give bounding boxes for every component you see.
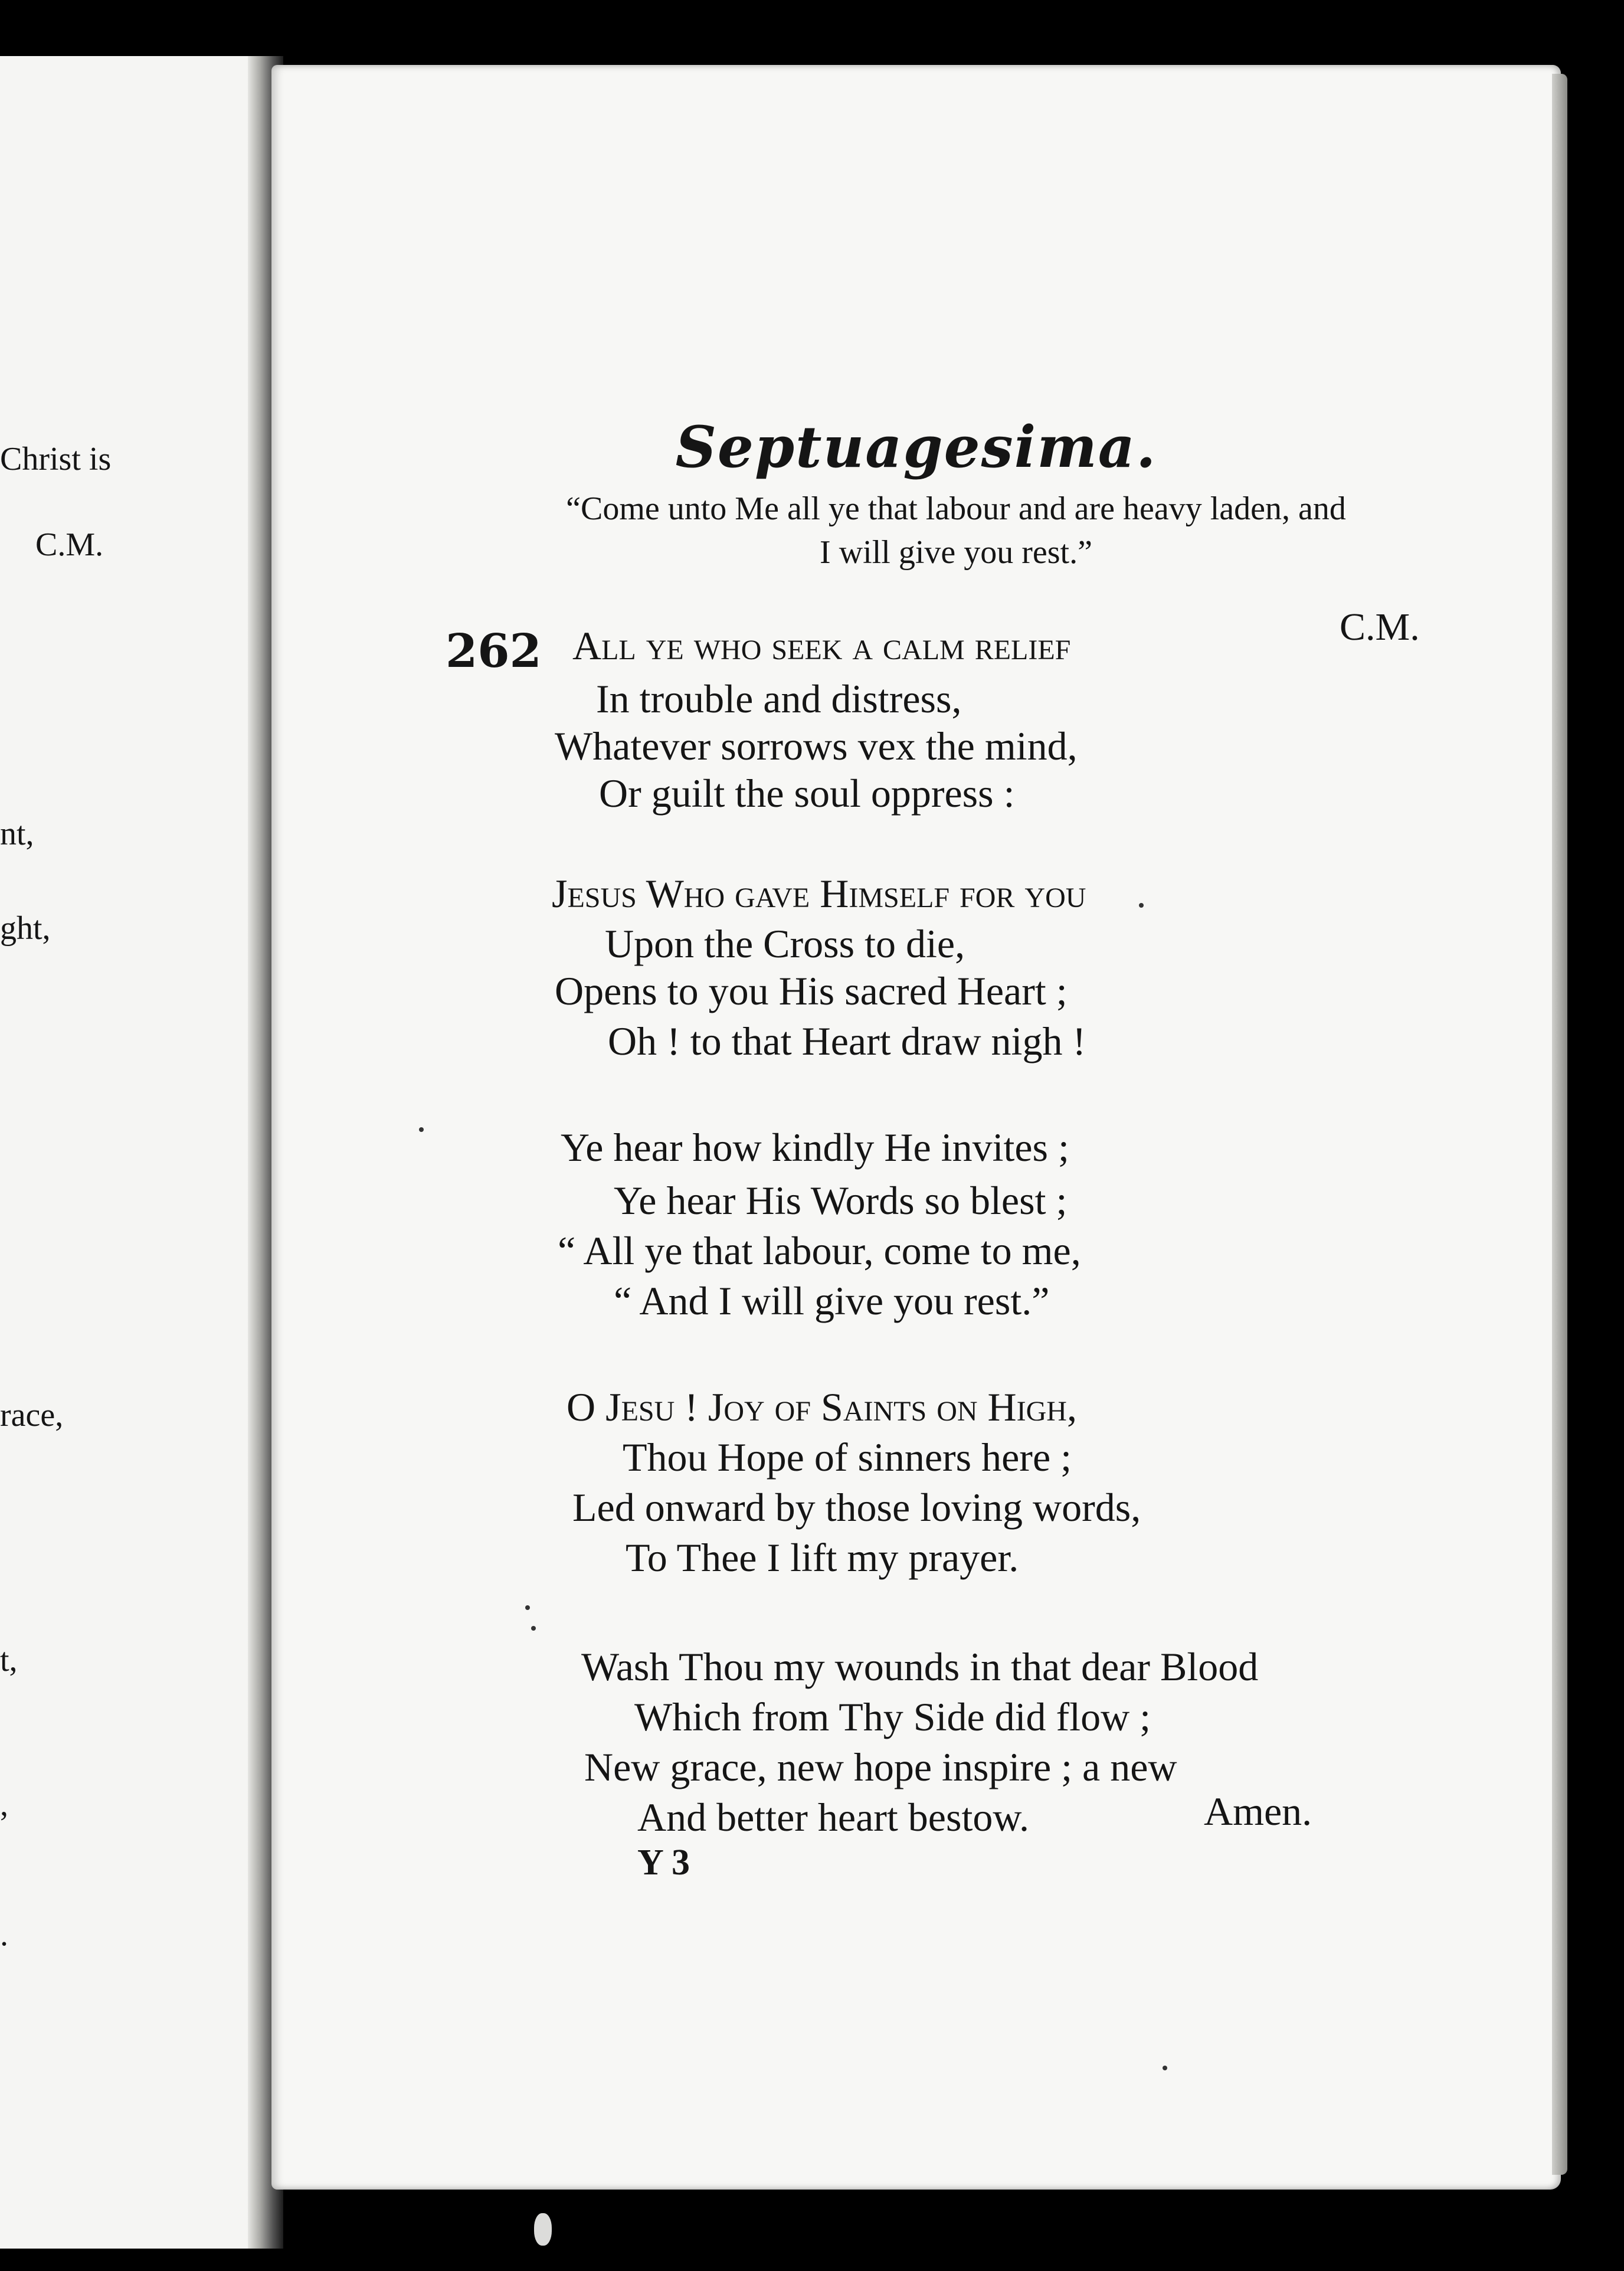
speck	[1163, 2066, 1167, 2070]
left-fragment: t,	[0, 1642, 18, 1678]
verse-line: Thou Hope of sinners here ;	[623, 1435, 1072, 1480]
hymn-page	[271, 65, 1561, 2190]
verse-line: To Thee I lift my prayer.	[626, 1535, 1019, 1580]
hymn-number: 262	[446, 624, 542, 678]
left-fragment: ,	[0, 1786, 8, 1823]
epigraph-line: “Come unto Me all ye that labour and are heavy laden, and	[566, 490, 1346, 527]
verse-line: Oh ! to that Heart draw nigh !	[608, 1019, 1086, 1063]
verse-line: Whatever sorrows vex the mind,	[555, 724, 1078, 768]
verse-line: Led onward by those loving words,	[572, 1485, 1141, 1530]
verse-line: Wash Thou my wounds in that dear Blood	[581, 1644, 1259, 1689]
speck	[525, 1605, 530, 1610]
verse-line: New grace, new hope inspire ; a new	[584, 1745, 1177, 1789]
verse-line: In trouble and distress,	[596, 676, 962, 721]
hymn-meter: C.M.	[1340, 606, 1420, 649]
left-fragment: nt,	[0, 816, 34, 852]
verse-line: Ye hear His Words so blest ;	[614, 1178, 1068, 1223]
left-page	[0, 56, 279, 2249]
page-edge	[1552, 74, 1567, 2175]
verse-line: Which from Thy Side did flow ;	[634, 1694, 1151, 1739]
page-title: Septuagesima.	[675, 414, 1157, 480]
verse-line: And better heart bestow.	[637, 1795, 1030, 1840]
left-fragment: C.M.	[35, 526, 104, 563]
verse-line: O Jesu ! Joy of Saints on High,	[567, 1385, 1077, 1429]
signature-mark: Y 3	[637, 1843, 690, 1883]
verse-line: Or guilt the soul oppress :	[599, 771, 1015, 816]
verse-line: All ye who seek a calm relief	[572, 623, 1071, 668]
speck	[1139, 903, 1144, 908]
left-fragment: race,	[0, 1397, 64, 1434]
speck	[531, 1626, 536, 1631]
left-fragment: ght,	[0, 910, 51, 947]
verse-line: Opens to you His sacred Heart ;	[555, 968, 1068, 1013]
epigraph	[437, 487, 1475, 574]
verse-line: Ye hear how kindly He invites ;	[561, 1125, 1069, 1170]
left-fragment: Christ is	[0, 441, 112, 477]
left-fragment: .	[0, 1916, 8, 1953]
verse-line: Jesus Who gave Himself for you	[552, 871, 1086, 916]
epigraph-line: I will give you rest.”	[820, 534, 1092, 571]
verse-line: Upon the Cross to die,	[605, 921, 965, 966]
verse-line: “ And I will give you rest.”	[614, 1278, 1050, 1323]
speck	[534, 2213, 552, 2246]
speck	[419, 1127, 424, 1132]
amen: Amen.	[1204, 1789, 1312, 1834]
verse-line: “ All ye that labour, come to me,	[558, 1228, 1081, 1273]
